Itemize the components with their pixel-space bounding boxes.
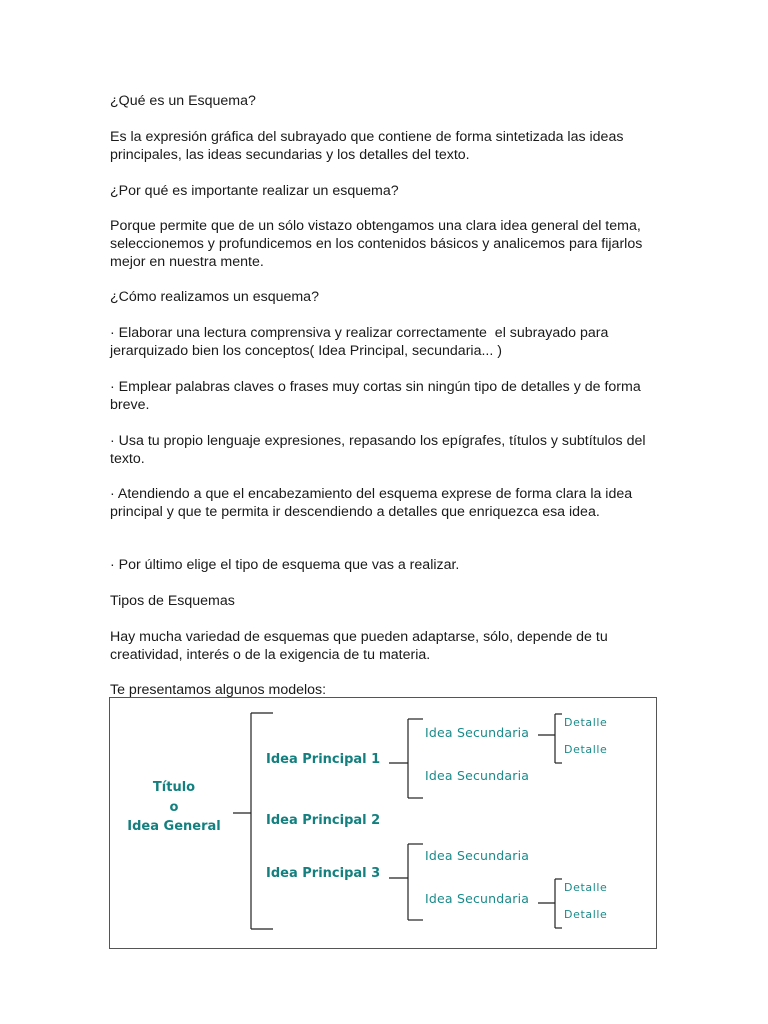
diagram-title-line2: o [169, 800, 179, 815]
heading-por-que: ¿Por qué es importante realizar un esquema? [110, 183, 399, 199]
bullet-palabras: · Emplear palabras claves o frases muy cortas sin ningún tipo de detalles y de forma breve. [110, 379, 645, 413]
heading-tipos: Tipos de Esquemas [110, 593, 235, 609]
diagram-secundaria-1b: Idea Secundaria [425, 768, 530, 783]
diagram-detalle-3b: Detalle [564, 908, 608, 921]
diagram-principal-1: Idea Principal 1 [266, 752, 381, 767]
bullet-ultimo: · Por último elige el tipo de esquema que vas a realizar. [110, 557, 460, 573]
paragraph-porque: Porque permite que de un sólo vistazo obtengamos una clara idea general del tema, seleccionemos y profundicemos en los contenidos básicos y analicemos para fijarlos mejor en nuestra mente. [110, 218, 647, 270]
bullet-encabezamiento: · Atendiendo a que el encabezamiento del esquema exprese de forma clara la idea principal y que te permita ir descendiendo a detalles que enriquezca esa idea. [110, 486, 637, 520]
diagram-title-line1: Título [152, 780, 196, 795]
diagram-title-line3: Idea General [127, 819, 221, 834]
paragraph-modelos: Te presentamos algunos modelos: [110, 682, 327, 698]
heading-que-es: ¿Qué es un Esquema? [110, 93, 256, 109]
diagram-principal-2: Idea Principal 2 [266, 813, 381, 828]
bullet-lenguaje: · Usa tu propio lenguaje expresiones, repasando los epígrafes, títulos y subtítulos del texto. [110, 433, 650, 467]
heading-como: ¿Cómo realizamos un esquema? [110, 289, 319, 305]
diagram-detalle-3a: Detalle [564, 881, 608, 894]
paragraph-definicion: Es la expresión gráfica del subrayado que contiene de forma sintetizada las ideas principales, las ideas secundarias y los detalles del texto. [110, 129, 628, 163]
bullet-lectura: · Elaborar una lectura comprensiva y realizar correctamente el subrayado para jerarquizado bien los conceptos( Idea Principal, secundaria... ) [110, 325, 613, 359]
paragraph-variedad: Hay mucha variedad de esquemas que pueden adaptarse, sólo, depende de tu creatividad, interés o de la exigencia de tu materia. [110, 629, 612, 663]
diagram-secundaria-1a: Idea Secundaria [425, 725, 530, 740]
diagram-box [109, 697, 657, 949]
diagram-detalle-1a: Detalle [564, 716, 608, 729]
diagram-secundaria-3a: Idea Secundaria [425, 848, 530, 863]
diagram-secundaria-3b: Idea Secundaria [425, 891, 530, 906]
diagram-detalle-1b: Detalle [564, 743, 608, 756]
diagram-principal-3: Idea Principal 3 [266, 866, 381, 881]
